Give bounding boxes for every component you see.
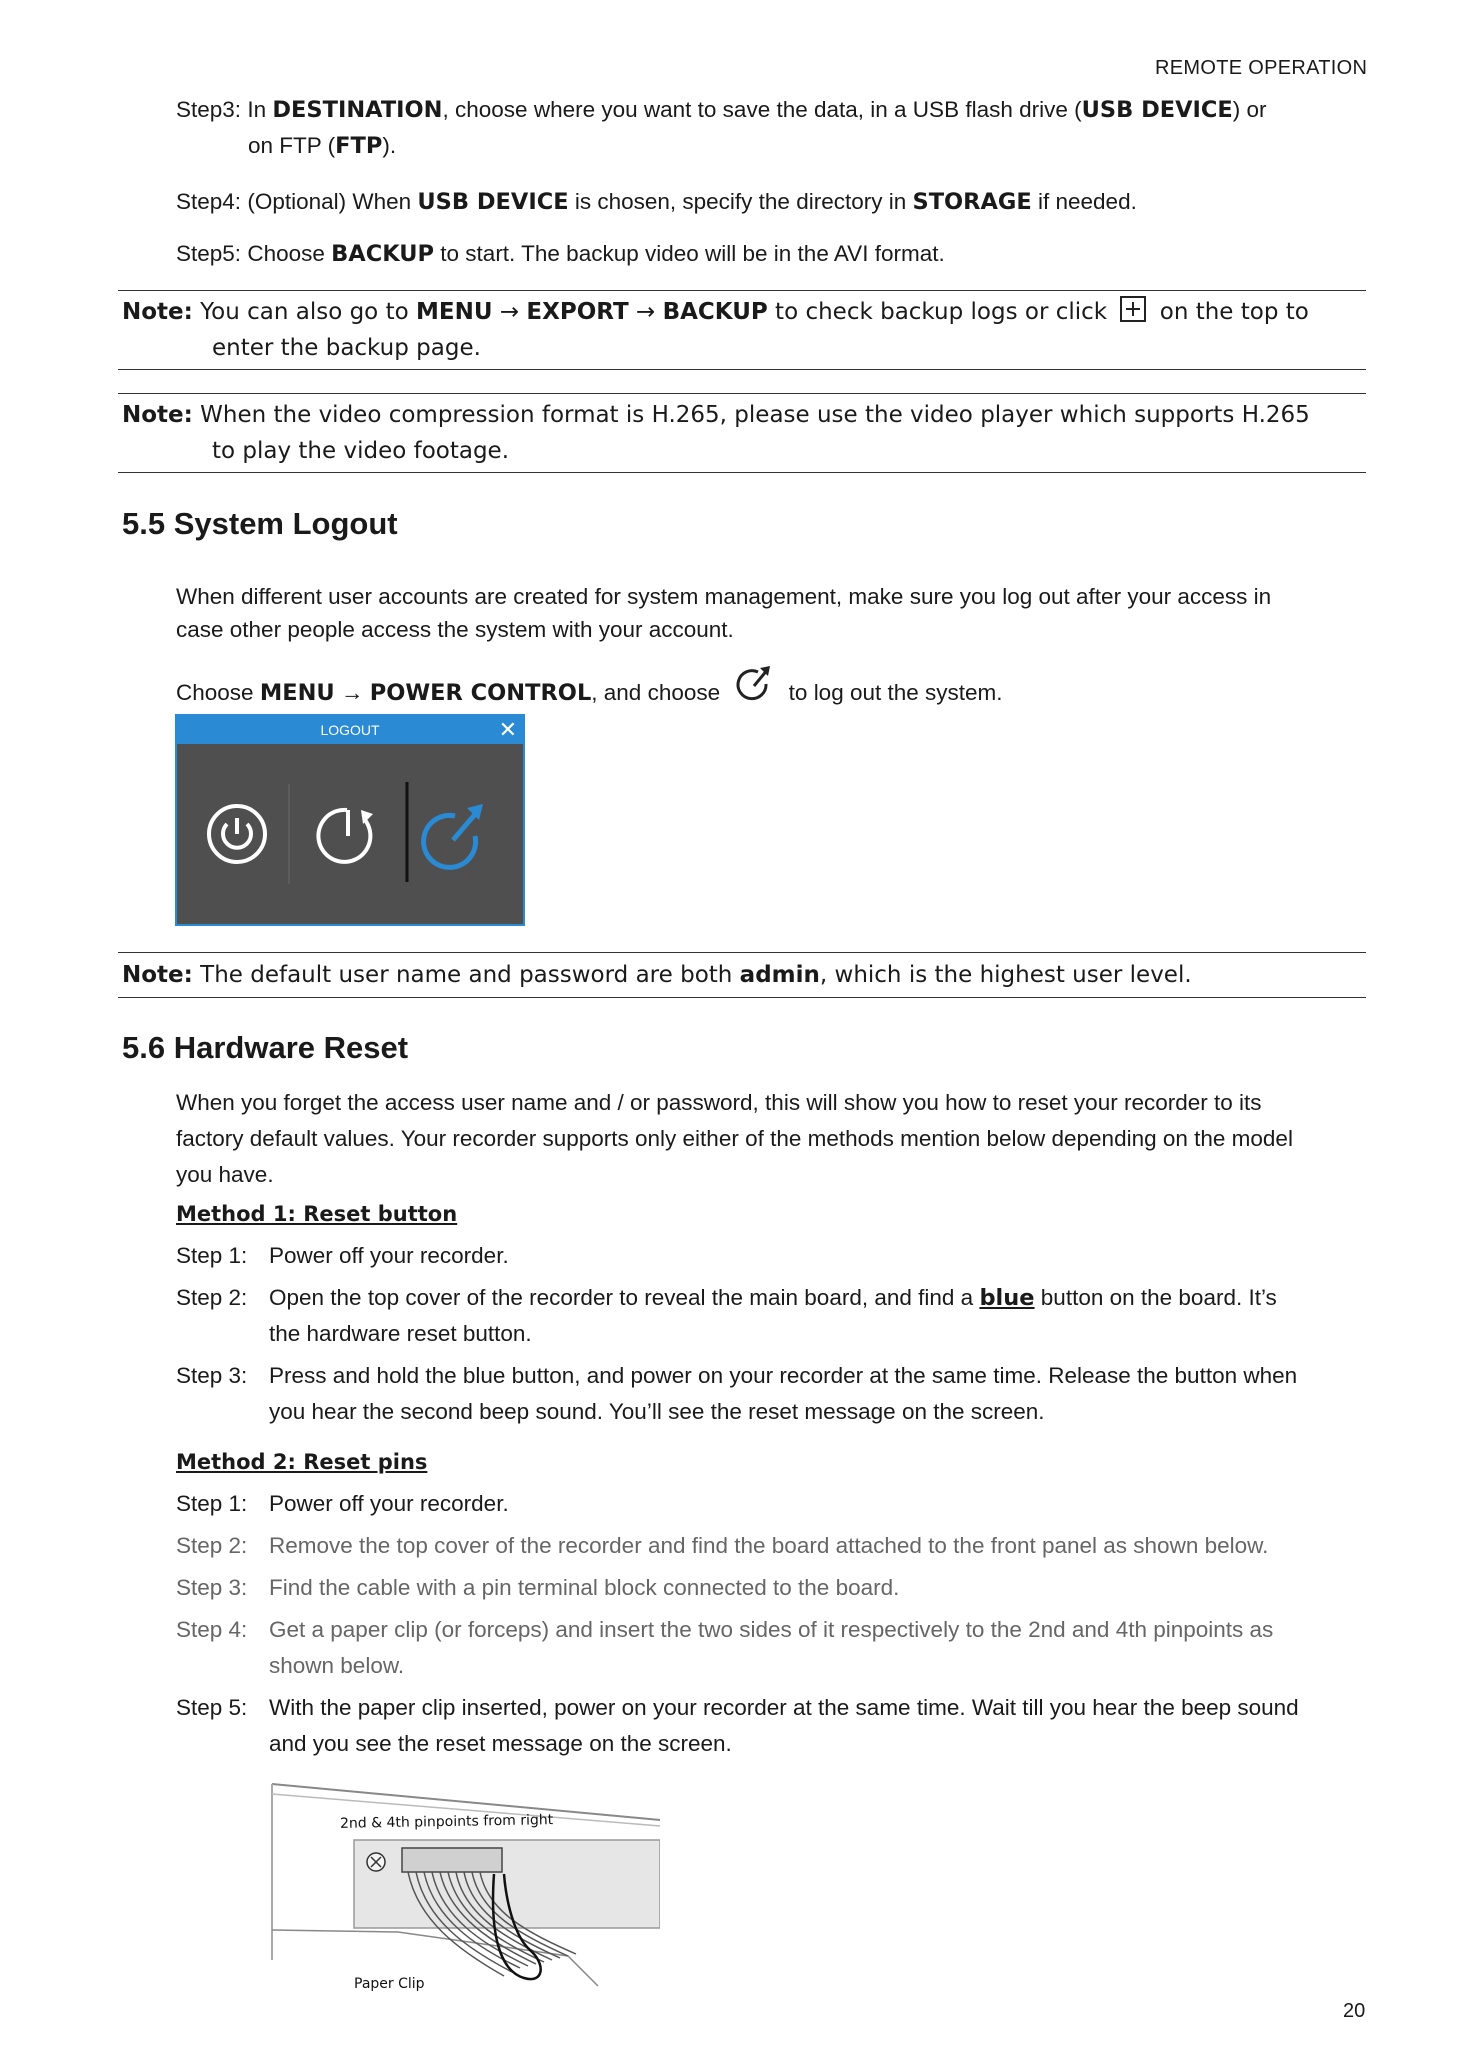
clip-caption: Paper Clip [354,1976,425,1992]
list-item: Step 1: Power off your recorder. [176,1491,509,1516]
logout-instruction: Choose MENU → POWER CONTROL, and choose to log out the system. [176,664,1376,711]
logout-dialog [175,714,525,926]
method1-heading: Method 1: Reset button [176,1202,458,1226]
step4: Step4: (Optional) When USB DEVICE is chosen, specify the directory in STORAGE if needed. [176,189,1137,215]
note-admin: Note: The default user name and password are both admin, which is the highest user level. [118,952,1366,998]
expand-plus-icon [1120,296,1146,322]
list-item: Step 4: Get a paper clip (or forceps) and insert the two sides of it respectively to the 2nd and 4th pinpoints as shown below. [176,1617,1274,1678]
reboot-icon[interactable] [318,810,373,862]
note-backup: Note: You can also go to MENU → EXPORT → BACKUP to check backup logs or click on the top to enter the backup page. [118,290,1366,370]
list-item: Step 5: With the paper clip inserted, power on your recorder at the same time. Wait till you hear the beep sound and you see the reset message on the screen. [176,1695,1299,1756]
reset-paragraph: When you forget the access user name and / or password, this will show you how to reset your recorder to its factory default values. Your recorder supports only either of the methods mention below depending on the model you have. [176,1090,1293,1187]
power-options [177,744,523,922]
logout-icon [732,664,776,704]
step-label: Step3: [176,97,242,122]
pin-caption: 2nd & 4th pinpoints from right [339,1812,554,1832]
page-header: REMOTE OPERATION [1155,57,1368,79]
logout-paragraph: When different user accounts are created for system management, make sure you log out after your access in case other people access the system with your account. [176,584,1272,642]
shutdown-icon[interactable] [209,806,265,862]
method2-heading: Method 2: Reset pins [176,1450,428,1474]
step5: Step5: Choose BACKUP to start. The backup video will be in the AVI format. [176,241,945,267]
close-icon[interactable]: ✕ [498,717,517,742]
pin-terminal-block [402,1848,502,1872]
method1-steps [176,1238,1376,1430]
step3: Step3: In DESTINATION, choose where you want to save the data, in a USB flash drive (USB DEVICE) or on FTP (FTP). [176,97,1267,159]
list-item: Step 2: Remove the top cover of the recorder and find the board attached to the front panel as shown below. [176,1533,1269,1558]
list-item: Step 3: Press and hold the blue button, and power on your recorder at the same time. Release the button when you hear the second beep sound. You’ll see the reset message on the screen. [176,1363,1298,1424]
note-h265: Note: When the video compression format is H.265, please use the video player which supports H.265 to play the video footage. [118,393,1366,473]
dialog-titlebar: LOGOUT ✕ [177,716,523,744]
list-item: Step 2: Open the top cover of the recorder to reveal the main board, and find a blue button on the board. It’s the hardware reset button. [176,1285,1277,1346]
list-item: Step 3: Find the cable with a pin terminal block connected to the board. [176,1575,900,1600]
reset-pins-figure [268,1780,660,1998]
list-item: Step 1: Power off your recorder. [176,1243,509,1268]
section-title-logout: 5.5 System Logout [122,506,398,541]
section-title-reset: 5.6 Hardware Reset [122,1030,409,1065]
page-number: 20 [1343,2000,1366,2022]
method2-steps [176,1486,1376,1762]
logout-option-icon[interactable] [424,804,483,867]
